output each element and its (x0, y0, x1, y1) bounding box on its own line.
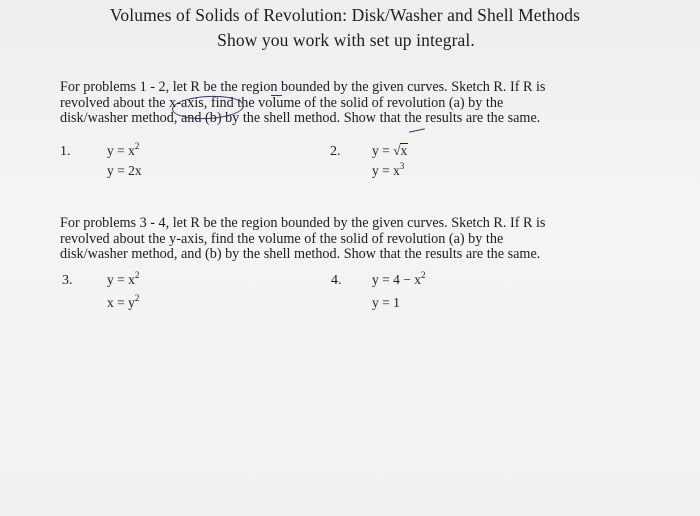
instruction-line: revolved about the y-axis, find the volume of the solid of revolution (a) by the (60, 230, 504, 247)
problem-equation: y = √x (372, 143, 408, 158)
instruction-line: disk/washer method, and (b) by the shell method. Show that the results are the same. (60, 110, 541, 127)
problem-equation: $y = 4 - x^2$ (372, 270, 426, 287)
problem-equation: $y = x^2$ (107, 270, 140, 287)
problem-number: 4. (331, 273, 342, 288)
problem-equation: $y = x^2$ (107, 141, 140, 158)
worksheet-subtitle: Show you work with set up integral. (217, 30, 475, 50)
instruction-line: revolved about the x-axis, find the volume of the solid of revolution (a) by the (60, 94, 504, 111)
instructions-section-2 (60, 216, 630, 263)
problem-number: 3. (62, 273, 73, 288)
problem-number: 2. (330, 144, 341, 159)
problem-equation: y = 2x (107, 163, 142, 178)
problem-equation: y = 1 (372, 295, 400, 310)
problem-equation: $y = x^3$ (372, 161, 405, 178)
instruction-line: For problems 3 - 4, let R be the region bounded by the given curves. Sketch R. If R is (60, 215, 546, 231)
handwritten-underline-annotation (271, 95, 282, 96)
instruction-line: For problems 1 - 2, let R be the region bounded by the given curves. Sketch R. If R is (60, 79, 546, 95)
problem-number: 1. (60, 144, 71, 159)
instruction-line: disk/washer method, and (b) by the shell method. Show that the results are the same. (60, 246, 541, 263)
handwritten-mark-annotation (409, 128, 425, 132)
worksheet-title: Volumes of Solids of Revolution: Disk/Washer and Shell Methods (109, 5, 581, 25)
problem-equation: $x = y^2$ (107, 293, 140, 310)
instructions-section-1 (60, 80, 630, 127)
